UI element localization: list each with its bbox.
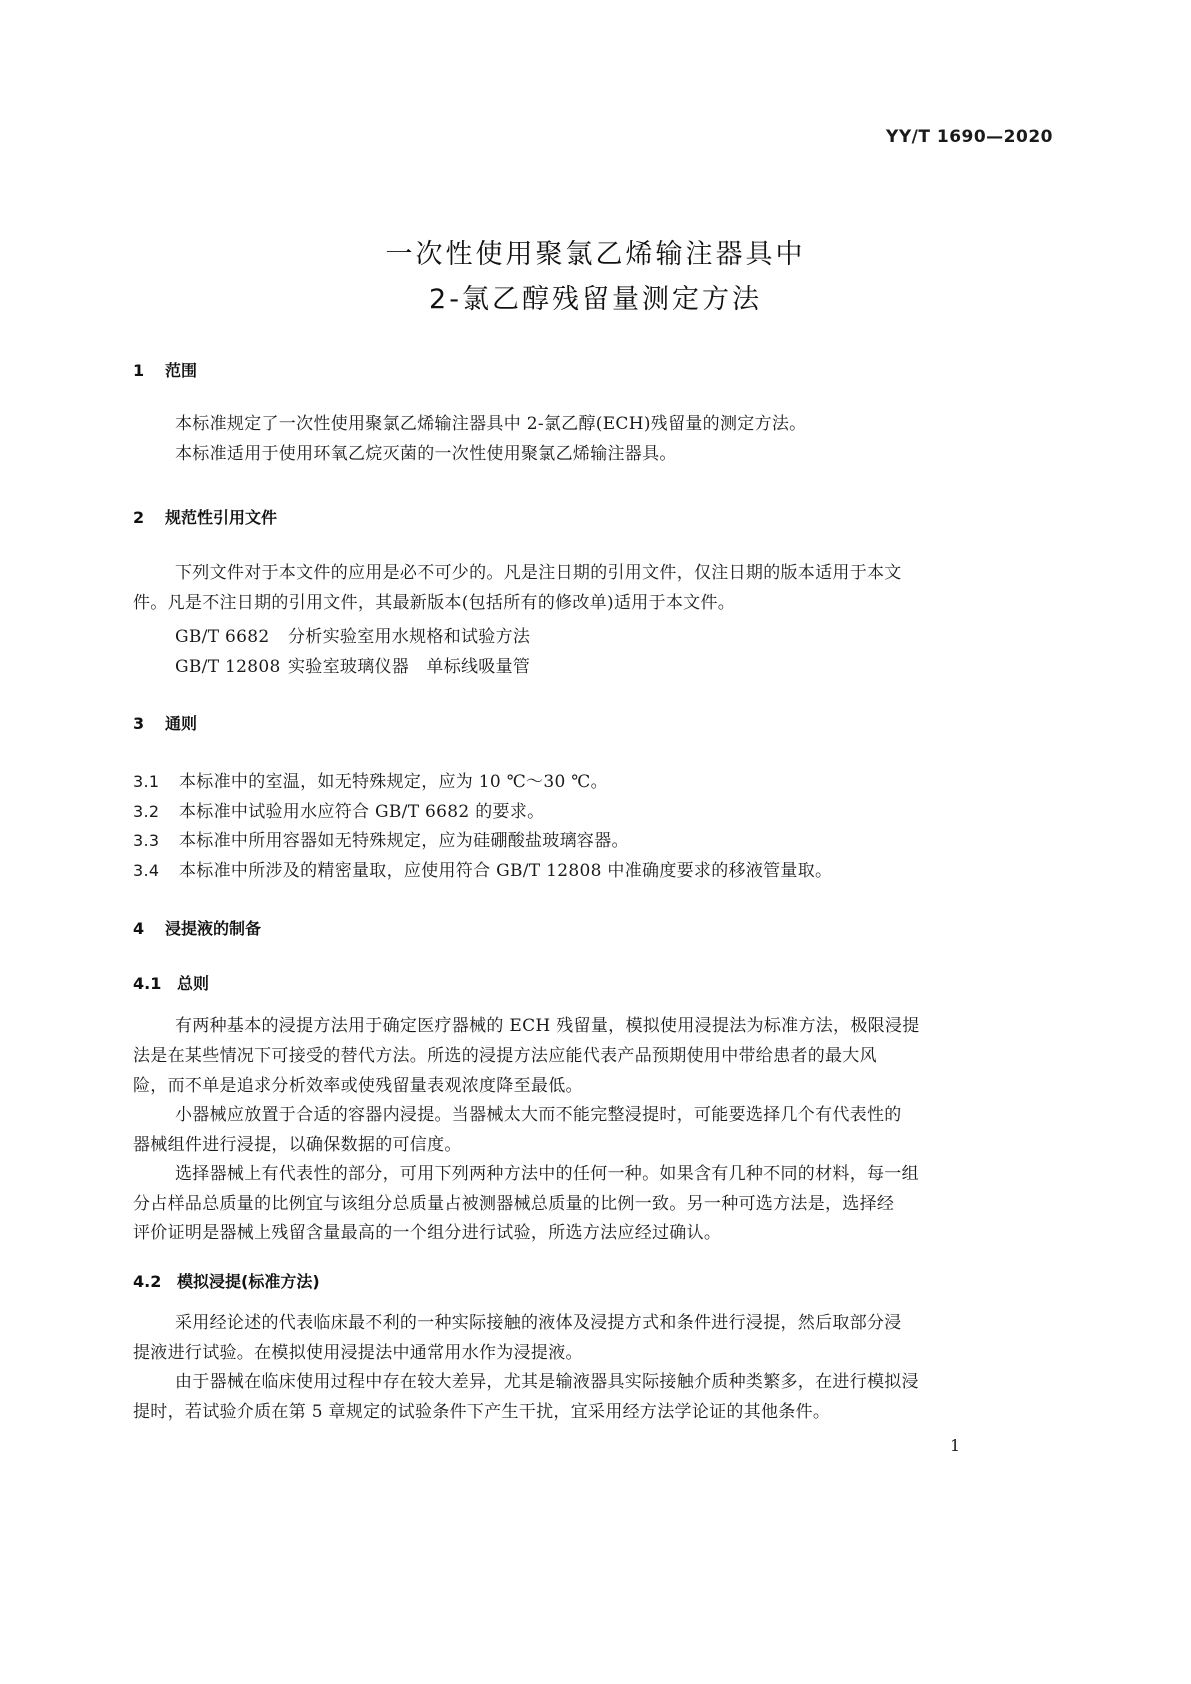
paragraph-continued: 评价证明是器械上残留含量最高的一个组分进行试验，所选方法应经过确认。 [133, 1223, 722, 1243]
clause-text: 本标准中试验用水应符合 GB/T 6682 的要求。 [179, 802, 545, 822]
standard-code: YY/T 1690—2020 [886, 127, 1053, 147]
section-number: 4 [133, 919, 145, 938]
reference-title: 分析实验室用水规格和试验方法 [288, 627, 531, 647]
subsection-4-1-heading [133, 971, 209, 994]
clause-text: 本标准中的室温，如无特殊规定，应为 10 ℃～30 ℃。 [179, 772, 608, 792]
section-number: 1 [133, 361, 145, 380]
paragraph-continued: 件。凡是不注日期的引用文件，其最新版本(包括所有的修改单)适用于本文件。 [133, 593, 736, 613]
paragraph: 小器械应放置于合适的容器内浸提。当器械太大而不能完整浸提时，可能要选择几个有代表性的 [175, 1105, 902, 1125]
reference-code: GB/T 6682 [175, 627, 270, 647]
document-title-line-1: 一次性使用聚氯乙烯输注器具中 [385, 239, 806, 270]
clause-item [133, 826, 629, 851]
section-title: 浸提液的制备 [165, 919, 262, 938]
paragraph: 由于器械在临床使用过程中存在较大差异，尤其是输液器具实际接触介质种类繁多，在进行模拟浸 [175, 1372, 919, 1392]
clause-number: 3.4 [133, 861, 160, 880]
subsection-title: 模拟浸提(标准方法) [177, 1272, 320, 1291]
paragraph: 本标准规定了一次性使用聚氯乙烯输注器具中 2-氯乙醇(ECH)残留量的测定方法。 [175, 414, 807, 434]
clause-text: 本标准中所用容器如无特殊规定，应为硅硼酸盐玻璃容器。 [179, 831, 629, 851]
paragraph: 本标准适用于使用环氧乙烷灭菌的一次性使用聚氯乙烯输注器具。 [175, 444, 677, 464]
paragraph-continued: 器械组件进行浸提，以确保数据的可信度。 [133, 1135, 462, 1155]
section-4-heading [133, 916, 261, 939]
normative-reference [175, 622, 530, 647]
subsection-number: 4.2 [133, 1272, 162, 1291]
paragraph-continued: 法是在某些情况下可接受的替代方法。所选的浸提方法应能代表产品预期使用中带给患者的最大风 [133, 1046, 877, 1066]
subsection-title: 总则 [177, 974, 210, 993]
subsection-4-2-heading [133, 1269, 320, 1292]
document-title-line-2: 2-氯乙醇残留量测定方法 [429, 284, 762, 315]
section-number: 2 [133, 508, 145, 527]
section-title: 通则 [165, 714, 198, 733]
section-title: 范围 [165, 361, 198, 380]
paragraph: 采用经论述的代表临床最不利的一种实际接触的液体及浸提方式和条件进行浸提，然后取部分浸 [175, 1313, 902, 1333]
clause-number: 3.1 [133, 772, 160, 791]
paragraph: 下列文件对于本文件的应用是必不可少的。凡是注日期的引用文件，仅注日期的版本适用于本文 [175, 563, 902, 583]
paragraph: 有两种基本的浸提方法用于确定医疗器械的 ECH 残留量，模拟使用浸提法为标准方法，极限浸提 [175, 1016, 920, 1036]
paragraph-continued: 提时，若试验介质在第 5 章规定的试验条件下产生干扰，宜采用经方法学论证的其他条件。 [133, 1402, 831, 1422]
paragraph-continued: 分占样品总质量的比例宜与该组分总质量占被测器械总质量的比例一致。另一种可选方法是，选择经 [133, 1194, 895, 1214]
section-number: 3 [133, 714, 145, 733]
section-2-heading [133, 505, 277, 528]
clause-number: 3.3 [133, 831, 160, 850]
section-title: 规范性引用文件 [165, 508, 278, 527]
section-3-heading [133, 711, 197, 734]
page-number: 1 [950, 1436, 961, 1455]
clause-item [133, 856, 832, 881]
clause-item [133, 797, 544, 822]
clause-number: 3.2 [133, 802, 160, 821]
reference-title: 实验室玻璃仪器 单标线吸量管 [288, 657, 531, 677]
paragraph-continued: 提液进行试验。在模拟使用浸提法中通常用水作为浸提液。 [133, 1343, 583, 1363]
normative-reference [175, 652, 530, 677]
paragraph: 选择器械上有代表性的部分，可用下列两种方法中的任何一种。如果含有几种不同的材料，每一组 [175, 1164, 919, 1184]
clause-text: 本标准中所涉及的精密量取，应使用符合 GB/T 12808 中准确度要求的移液管量取。 [179, 861, 833, 881]
clause-item [133, 767, 608, 792]
paragraph-continued: 险，而不单是追求分析效率或使残留量表观浓度降至最低。 [133, 1076, 583, 1096]
subsection-number: 4.1 [133, 974, 162, 993]
section-1-heading [133, 358, 197, 381]
reference-code: GB/T 12808 [175, 657, 281, 677]
